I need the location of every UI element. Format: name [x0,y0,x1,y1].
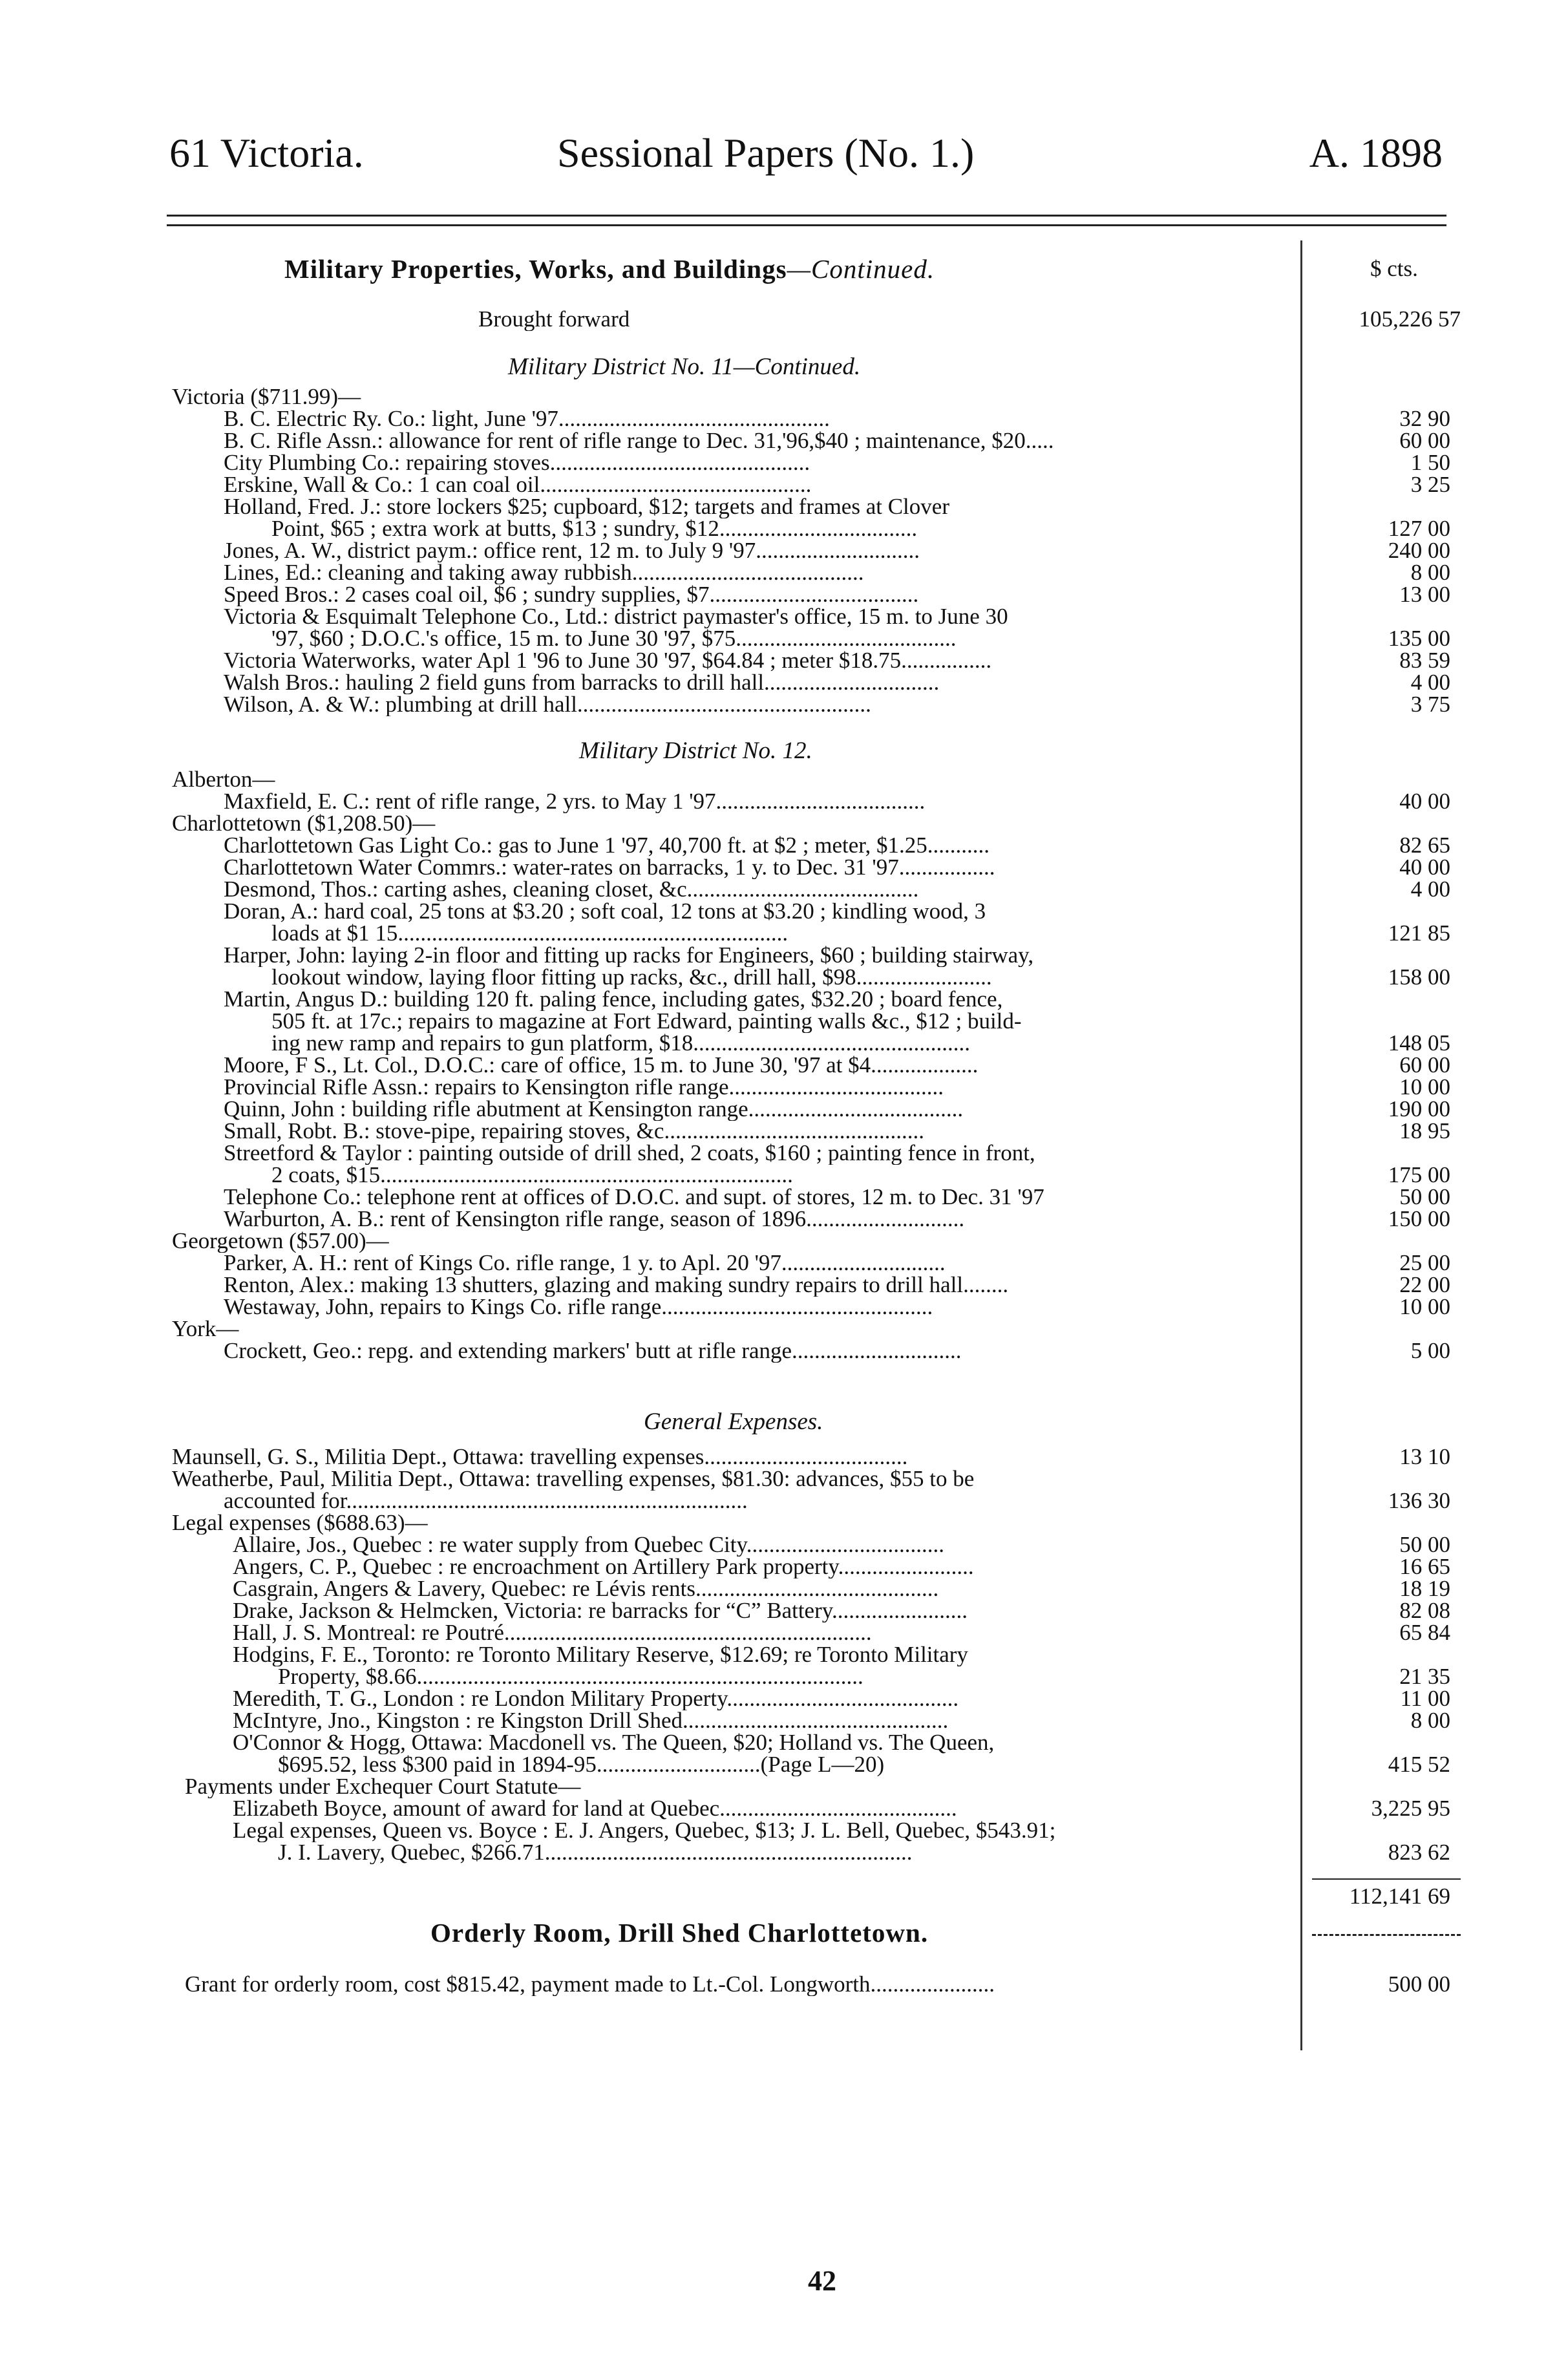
ledger-entry: Victoria & Esquimalt Telephone Co., Ltd.: district paymaster's office, 15 m. to June 30 [224,605,1008,628]
entry-amount: 25 00 [1399,1250,1450,1275]
ledger-entry: Legal expenses, Queen vs. Boyce : E. J. Angers, Quebec, $13; J. L. Bell, Quebec, $543.91; [233,1819,1056,1842]
entry-amount: 16 65 [1399,1554,1450,1579]
ledger-entry: Drake, Jackson & Helmcken, Victoria: re barracks for “C” Battery........................ [233,1599,968,1622]
ledger-entry: O'Connor & Hogg, Ottawa: Macdonell vs. The Queen, $20; Holland vs. The Queen, [233,1731,995,1754]
entry-amount: 3,225 95 [1371,1796,1450,1821]
ledger-entry: City Plumbing Co.: repairing stoves.............................................. [224,451,810,474]
header-year: A. 1898 [1309,130,1443,176]
ledger-entry-continuation: 2 coats, $15......................................................................... [271,1163,793,1187]
section-title [284,253,935,284]
district-12-heading: Military District No. 12. [579,738,812,764]
ledger-entry: B. C. Rifle Assn.: allowance for rent of rifle range to Dec. 31,'96,$40 ; maintenance, $20..... [224,429,1054,452]
grant-entry: Grant for orderly room, cost $815.42, payment made to Lt.-Col. Longworth...................... [185,1973,995,1996]
entry-amount: 65 84 [1399,1620,1450,1645]
ledger-entry: Elizabeth Boyce, amount of award for land at Quebec.......................................... [233,1797,957,1820]
ledger-entry: Hall, J. S. Montreal: re Poutré................................................................. [233,1621,872,1644]
brought-forward-label: Brought forward [478,308,630,331]
ledger-entry: Lines, Ed.: cleaning and taking away rubbish......................................... [224,561,864,584]
amount-column-divider [1300,240,1302,2050]
ledger-entry-continuation: loads at $1 15..................................................................... [271,922,789,945]
entry-amount: 50 00 [1399,1184,1450,1209]
entry-amount: 11 00 [1400,1686,1450,1711]
ledger-entry: Victoria Waterworks, water Apl 1 '96 to June 30 '97, $64.84 ; meter $18.75................ [224,649,992,672]
ledger-entry: Meredith, T. G., London : re London Military Property......................................... [233,1687,959,1710]
ledger-entry: Angers, C. P., Quebec : re encroachment on Artillery Park property........................ [233,1555,974,1578]
entry-amount: 83 59 [1399,648,1450,673]
entry-amount: 50 00 [1399,1532,1450,1557]
ledger-entry: Provincial Rifle Assn.: repairs to Kensington rifle range...................................... [224,1076,944,1099]
ledger-entry: Harper, John: laying 2-in floor and fitting up racks for Engineers, $60 ; building stairway, [224,944,1034,967]
ledger-entry: Martin, Angus D.: building 120 ft. paling fence, including gates, $32.20 ; board fence, [224,988,1003,1011]
ledger-entry-continuation: '97, $60 ; D.O.C.'s office, 15 m. to June 30 '97, $75....................................... [271,627,957,650]
ledger-entry: Charlottetown Water Commrs.: water-rates on barracks, 1 y. to Dec. 31 '97................. [224,856,995,879]
ledger-entry: Maunsell, G. S., Militia Dept., Ottawa: travelling expenses.................................... [172,1445,908,1469]
entry-amount: 10 00 [1399,1074,1450,1100]
entry-amount: 1 50 [1410,450,1450,475]
entry-amount: 18 95 [1399,1118,1450,1143]
entry-amount: 823 62 [1388,1840,1450,1865]
entry-amount: 190 00 [1388,1096,1450,1121]
header-volume: 61 Victoria. [169,130,364,176]
entry-amount: 82 65 [1399,833,1450,858]
ledger-entry: Jones, A. W., district paym.: office rent, 12 m. to July 9 '97............................. [224,539,920,562]
group-heading: Legal expenses ($688.63)— [172,1511,428,1535]
subtotal-amount: 112,141 69 [1349,1884,1450,1909]
ledger-entry: Small, Robt. B.: stove-pipe, repairing stoves, &c.............................................. [224,1120,924,1143]
ledger-entry: Parker, A. H.: rent of Kings Co. rifle range, 1 y. to Apl. 20 '97............................. [224,1251,946,1275]
entry-amount: 13 00 [1399,582,1450,607]
entry-amount: 4 00 [1410,670,1450,695]
ledger-entry: Hodgins, F. E., Toronto: re Toronto Military Reserve, $12.69; re Toronto Military [233,1643,968,1666]
ledger-entry: Speed Bros.: 2 cases coal oil, $6 ; sundry supplies, $7..................................... [224,583,919,606]
entry-amount: 150 00 [1388,1206,1450,1231]
page-number: 42 [808,2265,836,2297]
entry-amount: 60 00 [1399,1052,1450,1078]
section-title-suffix: —Continued. [787,254,935,284]
ledger-entry-continuation: ing new ramp and repairs to gun platform, $18................................................. [271,1032,970,1055]
ledger-entry-continuation: Property, $8.66............................................................................... [278,1665,863,1688]
header-rule [167,215,1446,226]
entry-amount: 22 00 [1399,1272,1450,1297]
entry-amount: 40 00 [1399,855,1450,880]
ledger-entry: Allaire, Jos., Quebec : re water supply from Quebec City................................... [233,1533,944,1557]
ledger-entry: Crockett, Geo.: repg. and extending markers' butt at rifle range.............................. [224,1339,962,1363]
ledger-entry: Walsh Bros.: hauling 2 field guns from barracks to drill hall............................... [224,671,940,694]
entry-amount: 8 00 [1410,1708,1450,1733]
entry-amount: 3 75 [1410,692,1450,717]
brought-forward-amount: 105,226 57 [1359,306,1461,332]
entry-amount: 82 08 [1399,1598,1450,1623]
entry-amount: 32 90 [1399,406,1450,431]
ledger-entry-continuation: J. I. Lavery, Quebec, $266.71................................................................. [278,1841,913,1864]
currency-label: $ cts. [1370,257,1418,281]
ledger-entry: Erskine, Wall & Co.: 1 can coal oil................................................ [224,473,812,496]
ledger-entry-continuation: Point, $65 ; extra work at butts, $13 ; sundry, $12................................... [271,517,918,540]
ledger-entry: Wilson, A. & W.: plumbing at drill hall.................................................... [224,693,871,716]
entry-amount: 4 00 [1410,877,1450,902]
ledger-entry: Westaway, John, repairs to Kings Co. rifle range................................................ [224,1295,933,1319]
ledger-entry: Warburton, A. B.: rent of Kensington rifle range, season of 1896............................ [224,1207,965,1231]
ledger-entry: B. C. Electric Ry. Co.: light, June '97................................................ [224,407,830,430]
entry-amount: 240 00 [1388,538,1450,563]
entry-amount: 3 25 [1410,472,1450,497]
ledger-entry-continuation: $695.52, less $300 paid in 1894-95.............................(Page L—20) [278,1753,885,1776]
ledger-entry: Renton, Alex.: making 13 shutters, glazing and making sundry repairs to drill hall........ [224,1273,1009,1297]
general-expenses-heading: General Expenses. [644,1408,823,1435]
ledger-entry: Doran, A.: hard coal, 25 tons at $3.20 ; soft coal, 12 tons at $3.20 ; kindling wood, 3 [224,900,986,923]
group-heading: Payments under Exchequer Court Statute— [185,1775,581,1798]
entry-amount: 415 52 [1388,1752,1450,1777]
entry-amount: 136 30 [1388,1488,1450,1513]
ledger-entry: Charlottetown Gas Light Co.: gas to June 1 '97, 40,700 ft. at $2 ; meter, $1.25........... [224,834,990,857]
ledger-entry: Telephone Co.: telephone rent at offices of D.O.C. and supt. of stores, 12 m. to Dec. 31 '97 [224,1185,1044,1209]
subtotal-rule [1312,1878,1461,1880]
grant-amount: 500 00 [1388,1971,1450,1997]
group-heading: York— [172,1317,239,1341]
ledger-entry-continuation: accounted for....................................................................... [224,1489,748,1513]
group-heading: Georgetown ($57.00)— [172,1229,389,1253]
group-heading: Alberton— [172,768,275,791]
entry-amount: 135 00 [1388,626,1450,651]
ledger-entry: Weatherbe, Paul, Militia Dept., Ottawa: travelling expenses, $81.30: advances, $55 to be [172,1467,975,1491]
entry-amount: 21 35 [1399,1664,1450,1689]
entry-amount: 158 00 [1388,964,1450,990]
total-double-rule [1312,1934,1461,1936]
ledger-entry: Casgrain, Angers & Lavery, Quebec: re Lévis rents........................................... [233,1577,939,1600]
group-heading: Victoria ($711.99)— [172,385,361,409]
group-heading: Charlottetown ($1,208.50)— [172,812,436,835]
section-title-text: Military Properties, Works, and Buildings [284,254,787,284]
entry-amount: 60 00 [1399,428,1450,453]
entry-amount: 10 00 [1399,1294,1450,1319]
orderly-room-heading: Orderly Room, Drill Shed Charlottetown. [430,1918,929,1948]
ledger-entry-continuation: lookout window, laying floor fitting up racks, &c., drill hall, $98........................ [271,966,992,989]
ledger-entry-continuation: 505 ft. at 17c.; repairs to magazine at Fort Edward, painting walls &c., $12 ; build- [271,1010,1022,1033]
entry-amount: 127 00 [1388,516,1450,541]
entry-amount: 40 00 [1399,789,1450,814]
ledger-entry: Holland, Fred. J.: store lockers $25; cupboard, $12; targets and frames at Clover [224,495,949,518]
ledger-entry: Streetford & Taylor : painting outside of drill shed, 2 coats, $160 ; painting fence in front, [224,1142,1035,1165]
header-title: Sessional Papers (No. 1.) [557,130,975,176]
ledger-entry: Moore, F S., Lt. Col., D.O.C.: care of office, 15 m. to June 30, '97 at $4................... [224,1054,979,1077]
ledger-entry: Desmond, Thos.: carting ashes, cleaning closet, &c......................................... [224,878,919,901]
entry-amount: 18 19 [1399,1576,1450,1601]
entry-amount: 148 05 [1388,1030,1450,1056]
entry-amount: 5 00 [1410,1338,1450,1363]
entry-amount: 8 00 [1410,560,1450,585]
entry-amount: 13 10 [1399,1444,1450,1469]
ledger-entry: Quinn, John : building rifle abutment at Kensington range...................................... [224,1098,964,1121]
entry-amount: 121 85 [1388,920,1450,946]
entry-amount: 175 00 [1388,1162,1450,1187]
ledger-entry: Maxfield, E. C.: rent of rifle range, 2 yrs. to May 1 '97..................................... [224,790,926,813]
district-11-heading: Military District No. 11—Continued. [508,354,861,380]
ledger-entry: McIntyre, Jno., Kingston : re Kingston Drill Shed............................................... [233,1709,949,1732]
